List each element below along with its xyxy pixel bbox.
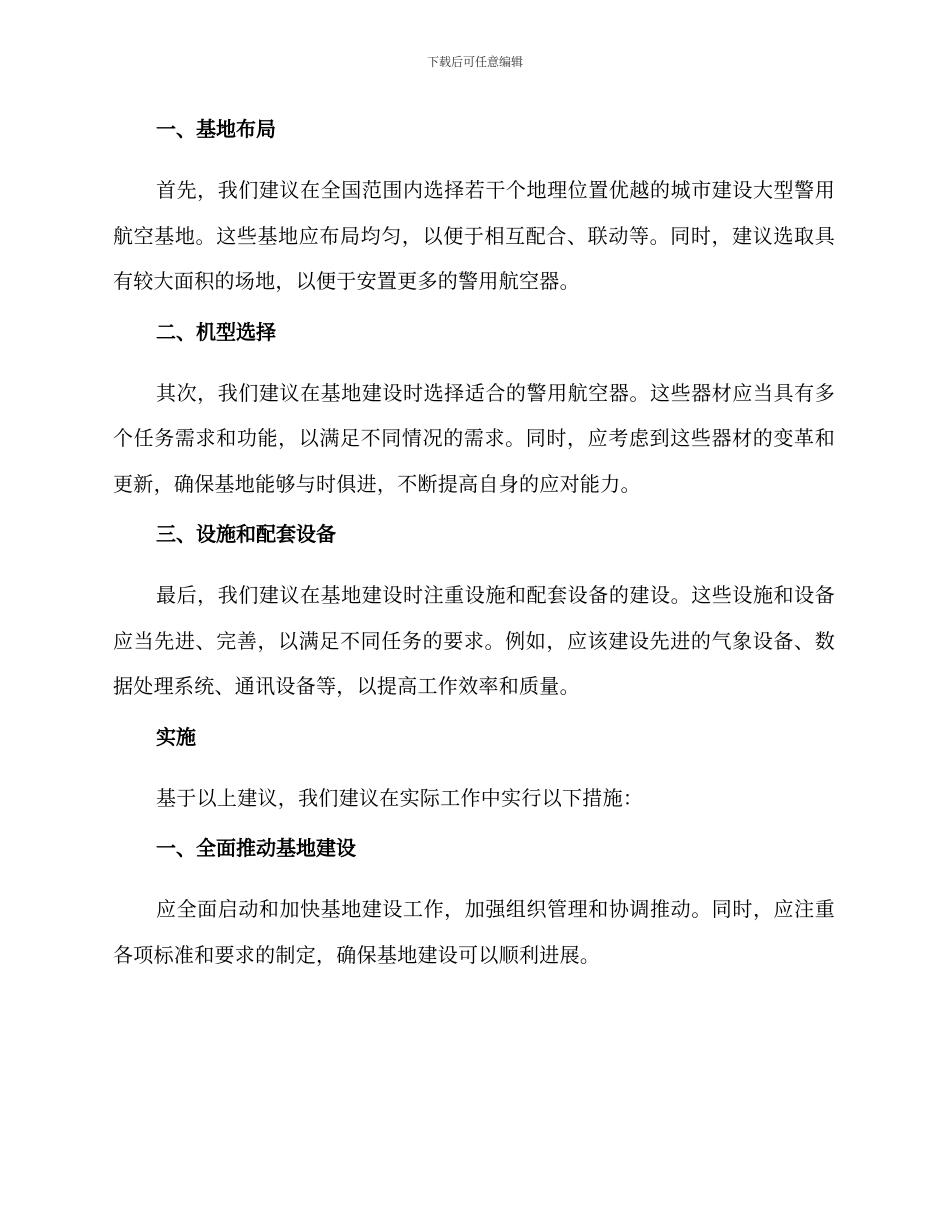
section-heading: 实施 <box>156 724 196 749</box>
section-paragraph: 首先，我们建议在全国范围内选择若干个地理位置优越的城市建设大型警用航空基地。这些基地应布局均匀，以便于相互配合、联动等。同时，建议选取具有较大面积的场地，以便于安置更多的警用航空器。 <box>113 178 835 293</box>
section-heading: 二、机型选择 <box>156 319 276 344</box>
section-paragraph: 应全面启动和加快基地建设工作，加强组织管理和协调推动。同时，应注重各项标准和要求的制定，确保基地建设可以顺利进展。 <box>113 897 835 967</box>
section-paragraph: 其次，我们建议在基地建设时选择适合的警用航空器。这些器材应当具有多个任务需求和功能，以满足不同情况的需求。同时，应考虑到这些器材的变革和更新，确保基地能够与时俱进，不断提高自身的应对能力。 <box>113 380 835 496</box>
header-note: 下载后可任意编辑 <box>426 55 523 69</box>
section-paragraph: 最后，我们建议在基地建设时注重设施和配套设备的建设。这些设施和设备应当先进、完善，以满足不同任务的要求。例如，应该建设先进的气象设备、数据处理系统、通讯设备等，以提高工作效率和质量。 <box>113 583 835 698</box>
section-heading: 一、全面推动基地建设 <box>156 836 356 860</box>
section-paragraph: 基于以上建议，我们建议在实际工作中实行以下措施： <box>156 785 644 810</box>
section-heading: 一、基地布局 <box>156 117 276 141</box>
section-heading: 三、设施和配套设备 <box>156 522 336 546</box>
document-body <box>113 113 835 989</box>
